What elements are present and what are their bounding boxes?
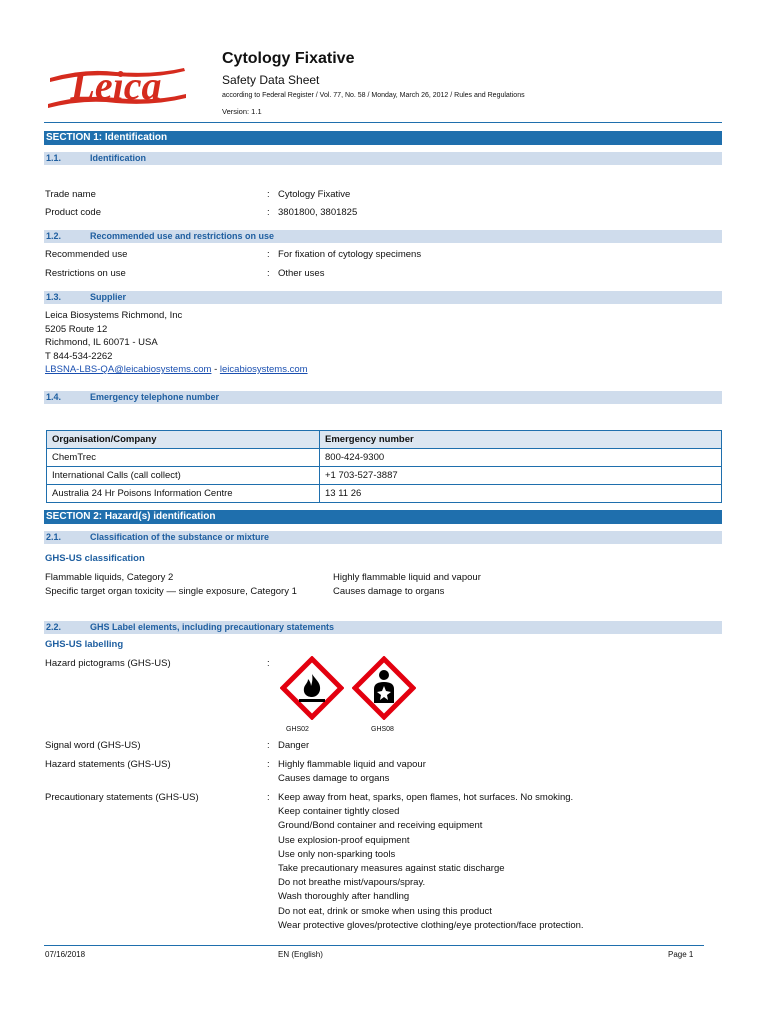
trade-name-value: Cytology Fixative xyxy=(278,189,351,200)
colon: : xyxy=(267,189,270,200)
supplier-email-link[interactable]: LBSNA-LBS-QA@leicabiosystems.com xyxy=(45,364,212,375)
subsection-1-2-heading xyxy=(44,230,722,243)
precautionary-statement: Keep away from heat, sparks, open flames, hot surfaces. No smoking. xyxy=(278,792,574,803)
pictogram-code: GHS02 xyxy=(286,726,309,733)
subsection-label: Recommended use and restrictions on use xyxy=(90,231,275,241)
section-2-heading: SECTION 2: Hazard(s) identification xyxy=(44,510,722,524)
restrictions-value: Other uses xyxy=(278,268,325,279)
precautionary-statement: Do not breathe mist/vapours/spray. xyxy=(278,877,426,889)
subsection-number: 1.1. xyxy=(46,153,62,163)
regulation-reference: according to Federal Register / Vol. 77, No. 58 / Monday, March 26, 2012 / Rules and Regulations xyxy=(222,92,525,99)
subsection-1-4-heading xyxy=(44,391,722,404)
footer-page-number: Page 1 xyxy=(668,950,694,959)
hazard-class-statement: Causes damage to organs xyxy=(333,586,445,597)
colon: : xyxy=(267,207,270,218)
colon: : xyxy=(267,792,270,803)
table-row xyxy=(47,485,722,503)
subsection-label: Classification of the substance or mixture xyxy=(90,532,270,542)
product-code-value: 3801800, 3801825 xyxy=(278,207,358,218)
pictogram-code: GHS08 xyxy=(371,726,394,733)
subsection-1-1-heading xyxy=(44,152,722,165)
colon: : xyxy=(267,759,270,770)
precautionary-statement: Wash thoroughly after handling xyxy=(278,891,410,903)
signal-word-value: Danger xyxy=(278,740,310,751)
footer-language: EN (English) xyxy=(278,950,323,959)
precautionary-statements-label: Precautionary statements (GHS-US) xyxy=(45,792,199,803)
subsection-label: Identification xyxy=(90,153,146,163)
hazard-statement: Causes damage to organs xyxy=(278,773,390,785)
precautionary-statement: Do not eat, drink or smoke when using this product xyxy=(278,905,492,917)
section-1-heading: SECTION 1: Identification xyxy=(44,131,722,145)
signal-word-label: Signal word (GHS-US) xyxy=(45,740,141,751)
recommended-use-label: Recommended use xyxy=(45,249,128,260)
precautionary-statements-list xyxy=(278,791,584,933)
supplier-street: 5205 Route 12 xyxy=(45,323,108,335)
document-subtitle: Safety Data Sheet xyxy=(222,73,320,87)
precautionary-statement: Use explosion-proof equipment xyxy=(278,834,410,846)
hazard-class: Specific target organ toxicity — single exposure, Category 1 xyxy=(45,586,297,597)
supplier-website-link[interactable]: leicabiosystems.com xyxy=(219,364,308,375)
precautionary-statement: Take precautionary measures against static discharge xyxy=(278,863,505,875)
hazard-statements-label: Hazard statements (GHS-US) xyxy=(45,759,171,770)
footer-date: 07/16/2018 xyxy=(45,950,86,959)
organisation-cell: ChemTrec xyxy=(47,449,320,467)
leica-logo xyxy=(44,48,189,114)
precautionary-statement: Ground/Bond container and receiving equipment xyxy=(278,820,483,832)
precautionary-statement: Wear protective gloves/protective clothing/eye protection/face protection. xyxy=(278,919,584,931)
subsection-number: 1.3. xyxy=(46,292,62,302)
logo-wordmark: Leica xyxy=(70,63,162,108)
organisation-cell: Australia 24 Hr Poisons Information Centre xyxy=(47,485,320,503)
phone-number-cell: +1 703-527-3887 xyxy=(320,467,722,485)
ghs-classification-heading: GHS-US classification xyxy=(45,553,145,564)
footer-divider xyxy=(44,945,704,946)
link-separator: - xyxy=(211,364,220,375)
subsection-label: Emergency telephone number xyxy=(90,392,220,402)
precautionary-statement: Keep container tightly closed xyxy=(278,806,400,818)
restrictions-label: Restrictions on use xyxy=(45,268,126,279)
flame-icon xyxy=(280,656,344,720)
phone-number-cell: 13 11 26 xyxy=(320,485,722,503)
pictograms-label: Hazard pictograms (GHS-US) xyxy=(45,658,171,669)
subsection-number: 1.2. xyxy=(46,231,62,241)
subsection-label: Supplier xyxy=(90,292,127,302)
emergency-contacts-table xyxy=(46,430,722,503)
subsection-1-3-heading xyxy=(44,291,722,304)
trade-name-label: Trade name xyxy=(45,189,96,200)
table-header-row xyxy=(47,431,722,449)
colon: : xyxy=(267,249,270,260)
subsection-2-2-heading xyxy=(44,621,722,634)
subsection-2-1-heading xyxy=(44,531,722,544)
header-divider xyxy=(44,122,722,123)
column-header-number: Emergency number xyxy=(320,431,722,449)
column-header-organisation: Organisation/Company xyxy=(47,431,320,449)
recommended-use-value: For fixation of cytology specimens xyxy=(278,249,422,260)
document-title: Cytology Fixative xyxy=(222,50,355,67)
supplier-phone: T 844-534-2262 xyxy=(45,350,113,362)
document-version: Version: 1.1 xyxy=(222,107,262,116)
supplier-name: Leica Biosystems Richmond, Inc xyxy=(45,310,183,321)
subsection-number: 2.2. xyxy=(46,622,62,632)
subsection-label: GHS Label elements, including precautionary statements xyxy=(90,622,335,632)
organisation-cell: International Calls (call collect) xyxy=(47,467,320,485)
hazard-class: Flammable liquids, Category 2 xyxy=(45,572,174,583)
colon: : xyxy=(267,658,270,669)
phone-number-cell: 800-424-9300 xyxy=(320,449,722,467)
supplier-address xyxy=(45,309,308,377)
subsection-number: 1.4. xyxy=(46,392,62,402)
ghs-labelling-heading: GHS-US labelling xyxy=(45,639,124,650)
table-row xyxy=(47,449,722,467)
hazard-statements-list xyxy=(278,758,426,786)
health-hazard-icon xyxy=(352,656,416,720)
colon: : xyxy=(267,268,270,279)
hazard-statement: Highly flammable liquid and vapour xyxy=(278,759,426,770)
hazard-class-statement: Highly flammable liquid and vapour xyxy=(333,572,481,583)
precautionary-statement: Use only non-sparking tools xyxy=(278,848,396,860)
product-code-label: Product code xyxy=(45,207,101,218)
supplier-city: Richmond, IL 60071 - USA xyxy=(45,337,158,348)
subsection-number: 2.1. xyxy=(46,532,62,542)
colon: : xyxy=(267,740,270,751)
table-row xyxy=(47,467,722,485)
supplier-links xyxy=(45,363,308,377)
